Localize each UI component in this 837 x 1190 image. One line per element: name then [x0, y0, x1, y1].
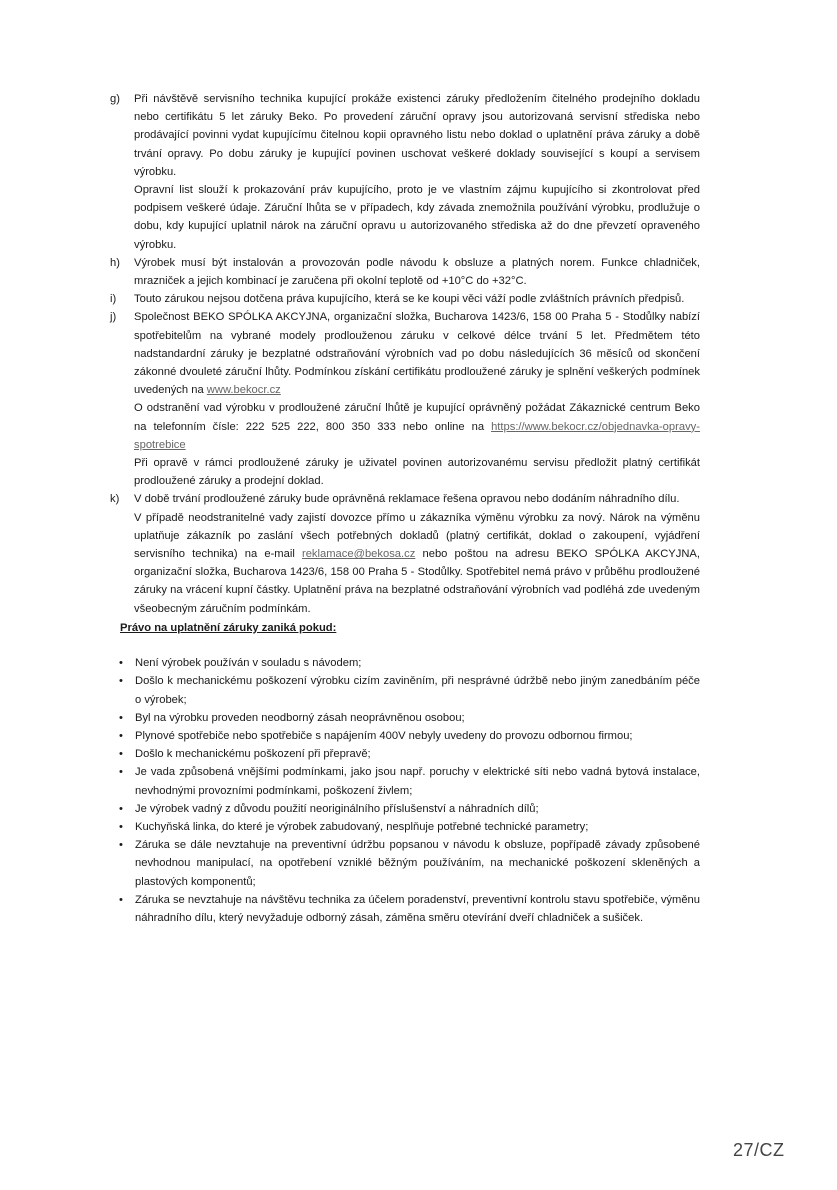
- list-item: • Je vada způsobená vnějšími podmínkami, jako jsou např. poruchy v elektrické síti nebo vadná bytová instalace, nevhodnými provozními podmínkami, poškození živlem;: [110, 763, 700, 799]
- clause-marker: k): [110, 493, 120, 506]
- list-item: • Záruka se nevztahuje na návštěvu technika za účelem poradenství, preventivní kontrolu stavu spotřebiče, výměnu náhradního dílu, který nevyžaduje odborný zásah, záměna směru otevírání dveří chladniček a sušiček.: [110, 891, 700, 927]
- complaint-email-link[interactable]: reklamace@bekosa.cz: [301, 548, 416, 561]
- clause-text: V případě neodstranitelné vady zajistí dovozce přímo u zákazníka výměnu výrobku za nový. Nárok na výměnu uplatňuje zákazník po zaslání všech potřebných dokladů (platný certifikát, doklad o zakoupení, vyjádření servisního technika) na e-mail: [134, 511, 700, 561]
- clause-paragraph: Při návštěvě servisního technika kupující prokáže existenci záruky předložením čitelného prodejního dokladu nebo certifikátu 5 let záruky Beko. Po provedení záruční opravy jsou autorizovaná servisní střediska nebo prodávající povinni vydat kupujícímu čitelnou kopii opravného listu nebo doklad o uplatnění práva záruky a době trvání opravy. Po dobu záruky je kupující povinen uschovat veškeré doklady související s koupí a servisem výrobku.: [134, 93, 700, 178]
- list-item: • Záruka se dále nevztahuje na preventivní údržbu popsanou v návodu k obsluze, popřípadě závady způsobené nevhodnou manipulací, na opotřebení vzniklé běžným používáním, na mechanické poškození skleněných a plastových komponentů;: [110, 836, 700, 891]
- clause-marker: i): [110, 293, 117, 306]
- bullet-icon: •: [119, 839, 123, 852]
- bullet-icon: •: [119, 766, 123, 779]
- clause-paragraph: Při opravě v rámci prodloužené záruky je uživatel povinen autorizovanému servisu předložit platný certifikát prodloužené záruky a prodejní doklad.: [134, 457, 700, 488]
- clause-k: [110, 490, 700, 617]
- beko-website-link[interactable]: www.bekocr.cz: [206, 384, 281, 397]
- clause-paragraph: Opravní list slouží k prokazování práv kupujícího, proto je ve vlastním zájmu kupujícího si zkontrolovat před podpisem veškeré údaje. Záruční lhůta se v případech, kdy závada znemožnila používání výrobku, prodlužuje o dobu, kdy kupující uplatnil nárok na záruční opravu u autorizovaného střediska až do dne převzetí opraveného výrobku.: [134, 184, 700, 251]
- bullet-icon: •: [119, 748, 123, 761]
- bullet-icon: •: [119, 893, 123, 906]
- clause-paragraph: [134, 509, 700, 618]
- clause-paragraph: [134, 399, 700, 454]
- page-number: 27/CZ: [733, 1140, 785, 1160]
- section-heading: Právo na uplatnění záruky zaniká pokud:: [120, 621, 337, 634]
- list-item: • Došlo k mechanickému poškození výrobku cizím zaviněním, při nesprávné údržbě nebo jiným zanedbáním péče o výrobek;: [110, 672, 700, 708]
- clause-paragraph: V době trvání prodloužené záruky bude oprávněná reklamace řešena opravou nebo dodáním náhradního dílu.: [134, 493, 680, 506]
- warranty-text: [110, 90, 700, 927]
- bullet-icon: •: [119, 657, 123, 670]
- clause-text: Společnost BEKO SPÓLKA AKCYJNA, organizační složka, Bucharova 1423/6, 158 00 Praha 5 - Stodůlky nabízí spotřebitelům na vybrané modely prodlouženou záruku v celkové délce trvání 5 let. Předmětem této nadstandardní záruky je bezplatné odstraňování výrobních vad po dobu následujících 36 měsíců od skončení zákonné dvouleté záruční lhůty. Podmínkou získání certifikátu prodloužené záruky je splnění veškerých podmínek uvedených na: [134, 311, 700, 397]
- list-item: • Kuchyňská linka, do které je výrobek zabudovaný, nesplňuje potřebné technické parametry;: [110, 818, 700, 836]
- clause-paragraph: [134, 308, 700, 399]
- clause-marker: h): [110, 256, 120, 269]
- clause-text: O odstranění vad výrobku v prodloužené záruční lhůtě je kupující oprávněný požádat Zákaznické centrum Beko na telefonním čísle: 222 525 222, 800 350 333 nebo online na: [134, 402, 700, 433]
- clause-i: [110, 290, 700, 308]
- list-item: • Došlo k mechanickému poškození při přepravě;: [110, 745, 700, 763]
- bullet-icon: •: [119, 711, 123, 724]
- bullet-icon: •: [119, 820, 123, 833]
- bullet-icon: •: [119, 729, 123, 742]
- list-item: • Plynové spotřebiče nebo spotřebiče s napájením 400V nebyly uvedeny do provozu odbornou firmou;: [110, 727, 700, 745]
- clause-j: [110, 308, 700, 490]
- bullet-icon: •: [119, 675, 123, 688]
- list-item: • Byl na výrobku proveden neodborný zásah neoprávněnou osobou;: [110, 709, 700, 727]
- list-item: • Je výrobek vadný z důvodu použití neoriginálního příslušenství a náhradních dílů;: [110, 800, 700, 818]
- void-conditions-list: [110, 654, 700, 927]
- clause-marker: j): [110, 311, 117, 324]
- repair-order-link[interactable]: https://www.bekocr.cz/objednavka-opravy-spotrebice: [134, 420, 700, 451]
- list-item: • Není výrobek používán v souladu s návodem;: [110, 654, 700, 672]
- bullet-icon: •: [119, 802, 123, 815]
- clause-marker: g): [110, 93, 120, 105]
- clause-g: [110, 90, 700, 254]
- clause-h: [110, 254, 700, 290]
- clause-text: nebo poštou na adresu BEKO SPÓLKA AKCYJNA, organizační složka, Bucharova 1423/6, 158 00 Praha 5 - Stodůlky. Spotřebitel nemá právo v průběhu prodloužené záruky na vrácení kupní částky. Uplatnění práva na bezplatné odstraňování výrobních vad podléhá zde uvedeným všeobecným záručním podmínkám.: [134, 548, 700, 615]
- clause-paragraph: Touto zárukou nejsou dotčena práva kupujícího, která se ke koupi věci váží podle zvláštních právních předpisů.: [134, 293, 685, 306]
- clause-paragraph: Výrobek musí být instalován a provozován podle návodu k obsluze a platných norem. Funkce chladniček, mrazniček a jejich kombinací je zaručena při okolní teplotě od +10°C do +32°C.: [134, 256, 700, 288]
